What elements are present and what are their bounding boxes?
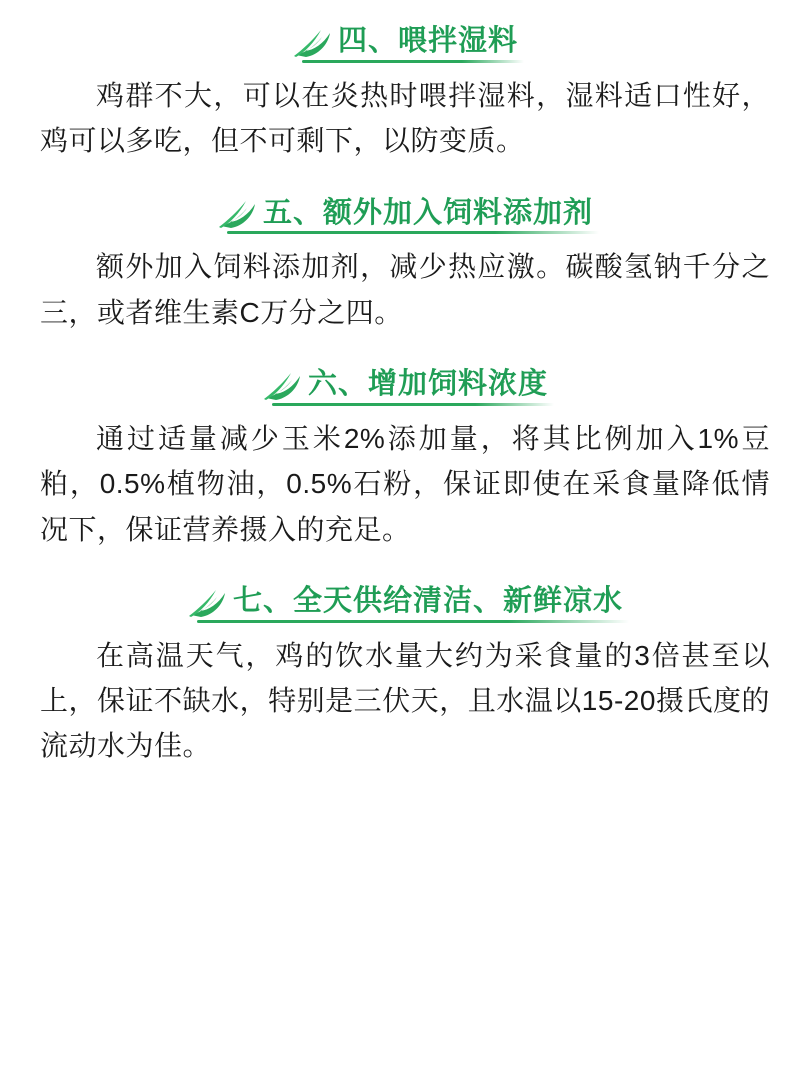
section-body-text: 鸡群不大，可以在炎热时喂拌湿料，湿料适口性好，鸡可以多吃，但不可剩下，以防变质。 — [40, 79, 770, 157]
leaf-icon — [217, 196, 263, 230]
section-heading-text: 四、喂拌湿料 — [337, 25, 518, 57]
leaf-icon — [292, 25, 338, 59]
section-body-text: 在高温天气，鸡的饮水量大约为采食量的3倍甚至以上，保证不缺水，特别是三伏天，且水温以15-20摄氏度的流动水为佳。 — [40, 639, 770, 762]
section-heading-row — [40, 578, 770, 623]
section-heading-row — [40, 190, 770, 235]
section-seven — [40, 578, 770, 769]
heading-underline — [302, 60, 524, 63]
section-body-text: 通过适量减少玉米2%添加量，将其比例加入1%豆粕，0.5%植物油，0.5%石粉，保证即使在采食量降低情况下，保证营养摄入的充足。 — [40, 422, 770, 545]
section-body-text: 额外加入饲料添加剂，减少热应激。碳酸氢钠千分之三，或者维生素C万分之四。 — [40, 251, 770, 328]
section-five — [40, 190, 770, 336]
heading-underline — [227, 231, 599, 234]
heading-underline — [197, 620, 629, 623]
section-heading-row — [40, 18, 770, 63]
section-heading-text: 五、额外加入饲料添加剂 — [262, 196, 593, 229]
section-heading-text: 六、增加饲料浓度 — [307, 368, 548, 401]
leaf-icon — [187, 585, 233, 619]
heading-underline — [272, 403, 554, 406]
section-six — [40, 361, 770, 552]
leaf-icon — [262, 368, 308, 402]
section-heading-row — [40, 361, 770, 406]
section-heading-text: 七、全天供给清洁、新鲜凉水 — [232, 584, 623, 617]
section-four — [40, 18, 770, 164]
